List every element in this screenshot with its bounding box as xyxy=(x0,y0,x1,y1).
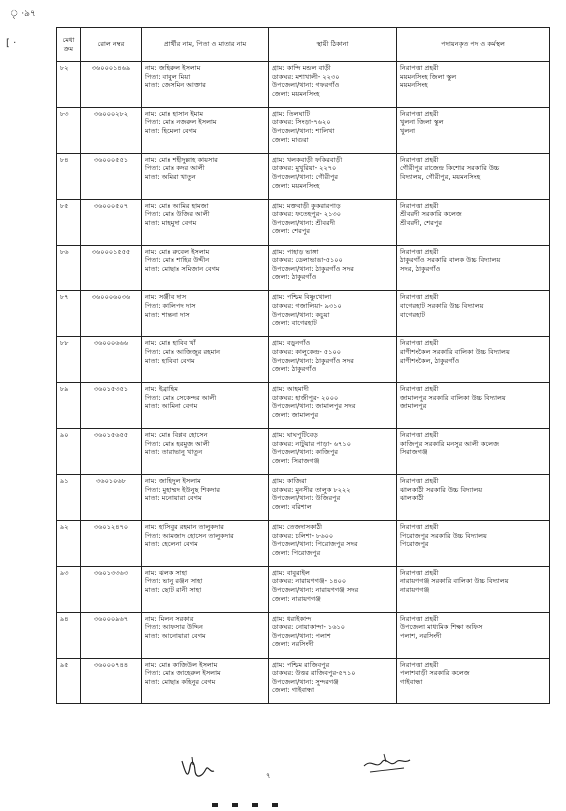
candidate-name-cell xyxy=(142,337,269,383)
post-line: নিরাপত্তা প্রহরী xyxy=(400,64,439,72)
name-line: পিতা: আফসার উদ্দিন xyxy=(145,623,203,632)
address-line: ডাকঘর: কালুকেন্দ্র- ৫১০০ xyxy=(272,347,342,356)
post-line: নিরাপত্তা প্রহরী xyxy=(400,568,439,577)
address-line: জেলা: ময়মনসিংহ xyxy=(272,89,320,98)
table-row xyxy=(57,612,550,658)
name-line: পিতা: কালিপদ দাস xyxy=(145,302,196,311)
name-line: পিতা: মোঃ সেকেন্দর আলী xyxy=(145,393,217,402)
post-line: খুলনা জিলা স্কুল xyxy=(400,118,444,127)
serial-cell: ৯০ xyxy=(57,429,81,475)
table-row xyxy=(57,153,550,199)
address-line: জেলা: নরসিংদী xyxy=(272,640,314,649)
post-line: নিরাপত্তা প্রহরী xyxy=(400,477,439,486)
candidate-name-cell xyxy=(142,520,269,566)
name-line: মাতা: মাহমুদা বেগম xyxy=(145,218,197,227)
table-row xyxy=(57,475,550,521)
name-line: মাতা: হাবিবা বেগম xyxy=(145,356,195,365)
permanent-address-cell xyxy=(269,520,397,566)
roll-number-cell: ৩৬০০০৯৬৭ xyxy=(81,612,142,658)
permanent-address-cell xyxy=(269,612,397,658)
candidate-name-cell xyxy=(142,107,269,153)
address-line: উপজেলা/থানা: কচুয়া xyxy=(272,310,330,319)
address-line: ডাকঘর: হাজীপুর- ২০০০ xyxy=(272,393,339,402)
address-line: জেলা: বরিশাল xyxy=(272,502,312,511)
name-line: মাতা: তারাভানু খাতুন xyxy=(145,448,203,457)
permanent-address-cell xyxy=(269,107,397,153)
address-line: জেলা: বাগেরহাট xyxy=(272,319,317,328)
roll-number-cell: ৩৬০১৩৩৬৩ xyxy=(81,566,142,612)
posting-cell xyxy=(397,62,550,108)
candidate-name-cell xyxy=(142,245,269,291)
name-line: পিতা: মোঃ শাহির উদ্দীন xyxy=(145,256,210,265)
post-line: নিরাপত্তা প্রহরী xyxy=(400,109,439,118)
address-line: জেলা: শেরপুর xyxy=(272,227,311,236)
posting-cell xyxy=(397,520,550,566)
name-line: মাতা: শান্তনা দাস xyxy=(145,310,190,319)
address-line: গ্রাম: বড়ুনগাঁও xyxy=(272,339,311,348)
roll-number-cell: ৩৬০০০৭৪৪ xyxy=(81,658,142,704)
name-line: মাতা: মোছাঃ সমিজান বেগম xyxy=(145,264,220,273)
post-line: কাজিপুর সরকারি মনসুর আলী কলেজ xyxy=(400,439,499,448)
address-line: জেলা: ময়মনসিংহ xyxy=(272,181,320,190)
serial-cell: ৮২ xyxy=(57,62,81,108)
address-line: গ্রাম: তিলঘাটি xyxy=(272,109,311,118)
address-line: জেলা: ঠাকুরগাঁও xyxy=(272,273,317,282)
name-line: নাম: মোঃ বিপ্লব হোসেন xyxy=(145,431,208,440)
candidate-name-cell xyxy=(142,475,269,521)
name-line: নাম: মোঃ হাসান ইমাম xyxy=(145,109,204,118)
post-line: নিরাপত্তা প্রহরী xyxy=(400,201,439,210)
post-line: সদর, ঠাকুরগাঁও xyxy=(400,264,441,273)
merit-list-table xyxy=(56,27,550,704)
header-roll: রোল নম্বর xyxy=(81,28,142,62)
roll-number-cell: ৩৬০১৫৬৫৫ xyxy=(81,429,142,475)
table-row xyxy=(57,245,550,291)
name-line: নাম: ঝলক সাহা xyxy=(145,568,188,577)
post-line: নারায়ণগঞ্জ xyxy=(400,585,430,594)
margin-scribble: ৃ ·৯৭ xyxy=(10,9,36,19)
roll-number-cell: ৩৬০০০৫০৭ xyxy=(81,199,142,245)
address-line: জেলা: জামালপুর xyxy=(272,411,319,420)
name-line: পিতা: মোঃ জাহেরুল ইসলাম xyxy=(145,669,221,678)
permanent-address-cell xyxy=(269,245,397,291)
permanent-address-cell xyxy=(269,337,397,383)
address-line: উপজেলা/থানা: শালিখা xyxy=(272,127,335,136)
post-line: ঝালকাঠী সরকারি উচ্চ বিদ্যালয় xyxy=(400,485,483,494)
post-line: নিরাপত্তা প্রহরী xyxy=(400,522,439,531)
table-row xyxy=(57,199,550,245)
name-line: মাতা: হিমেলা বেগম xyxy=(145,127,197,136)
post-line: সিরাজগঞ্জ xyxy=(400,448,428,457)
post-line: রাণীশংকৈল, ঠাকুরগাঁও xyxy=(400,356,460,365)
address-line: ডাকঘর: সিংড়া-৭৬২০ xyxy=(272,118,331,127)
address-line: গ্রাম: মক্তবাড়ী কুকরারপাড় xyxy=(272,201,341,210)
name-line: মাতা: আমিনা বেগম xyxy=(145,402,198,411)
posting-cell xyxy=(397,337,550,383)
table-row xyxy=(57,107,550,153)
name-line: নাম: মোঃ শহীদুল্লাহ কায়সার xyxy=(145,155,218,164)
post-line: পলাশবাড়ী সরকারি কলেজ xyxy=(400,669,470,678)
serial-cell: ৮৫ xyxy=(57,199,81,245)
name-line: নাম: মোঃ রুবেল ইসলাম xyxy=(145,247,210,256)
posting-cell xyxy=(397,658,550,704)
header-name: প্রার্থীর নাম, পিতা ও মাতার নাম xyxy=(142,28,269,62)
post-line: নিরাপত্তা প্রহরী xyxy=(400,385,439,394)
page-number: ৭ xyxy=(266,772,271,780)
name-line: পিতা: মোঃ হরমুজ আলী xyxy=(145,439,210,448)
posting-cell xyxy=(397,199,550,245)
address-line: ডাকঘর: নোয়াকান্দা- ১৬১০ xyxy=(272,623,346,632)
posting-cell xyxy=(397,291,550,337)
permanent-address-cell xyxy=(269,566,397,612)
address-line: জেলা: পিরোজপুর xyxy=(272,548,321,557)
address-line: গ্রাম: তেজদাসকাঠী xyxy=(272,522,323,531)
address-line: ডাকঘর: নাটুয়ার পাড়া- ৬৭১০ xyxy=(272,439,351,448)
post-line: গাইবান্ধা xyxy=(400,677,423,686)
serial-cell: ৮৪ xyxy=(57,153,81,199)
address-line: গ্রাম: ধরাইকান্দ xyxy=(272,614,312,623)
candidate-name-cell xyxy=(142,429,269,475)
address-line: উপজেলা/থানা: ঠাকুরগাঁও সদর xyxy=(272,264,354,273)
table-row xyxy=(57,566,550,612)
name-line: নাম: মোঃ হাবিব খাঁ xyxy=(145,339,196,348)
address-line: গ্রাম: খলকবাড়ী ফকিরবাড়ী xyxy=(272,155,343,164)
candidate-name-cell xyxy=(142,291,269,337)
post-line: গৌরীপুর রাজেন্দ্র কিশোর সরকারি উচ্চ xyxy=(400,164,500,173)
address-line: উপজেলা/থানা: ঠাকুরগাঁও সদর xyxy=(272,356,354,365)
address-line: উপজেলা/থানা: সুন্দরগঞ্জ xyxy=(272,677,339,686)
posting-cell xyxy=(397,153,550,199)
candidate-name-cell xyxy=(142,383,269,429)
name-line: পিতা: মোঃ উজির আলী xyxy=(145,210,210,219)
candidate-name-cell xyxy=(142,153,269,199)
serial-cell: ৯২ xyxy=(57,520,81,566)
serial-cell: ৮৯ xyxy=(57,383,81,429)
candidate-name-cell xyxy=(142,62,269,108)
name-line: নাম: জাহিদুল ইসলাম xyxy=(145,477,201,486)
roll-number-cell: ৩৬০০০১৪৬৯ xyxy=(81,62,142,108)
address-line: ডাকঘর: নারায়ণগঞ্জ- ১৪০০ xyxy=(272,577,347,586)
address-line: উপজেলা/থানা: গফরগাঁও xyxy=(272,81,340,90)
candidate-name-cell xyxy=(142,566,269,612)
address-line: জেলা: নারায়ণগঞ্জ xyxy=(272,594,321,603)
post-line: বিদ্যালয়, গৌরীপুর, ময়মনসিংহ xyxy=(400,172,481,181)
post-line: শ্রীবরদী সরকারি কলেজ xyxy=(400,210,462,219)
candidate-name-cell xyxy=(142,199,269,245)
roll-number-cell: ৩৬০১২৪৭০ xyxy=(81,520,142,566)
margin-scribble: [ · xyxy=(6,38,17,49)
signature-right xyxy=(362,750,412,776)
name-line: নাম: সঞ্জীব দাস xyxy=(145,293,187,302)
posting-cell xyxy=(397,383,550,429)
name-line: পিতা: বাবুল মিয়া xyxy=(145,72,191,81)
name-line: নাম: হাসিবুর রহমান তালুকদার xyxy=(145,522,224,531)
table-row xyxy=(57,429,550,475)
post-line: বাগেরহাট xyxy=(400,310,426,319)
address-line: উপজেলা/থানা: শ্রীবরদী xyxy=(272,218,336,227)
post-line: শ্রীবরদী, শেরপুর xyxy=(400,218,443,227)
name-line: পিতা: মুহাম্মদ ইউনুছ শিকদার xyxy=(145,485,221,494)
post-line: নিরাপত্তা প্রহরী xyxy=(400,293,439,302)
header-post: পদায়নকৃত পদ ও কর্মস্থল xyxy=(397,28,550,62)
post-line: পিরোজপুর xyxy=(400,540,429,549)
address-line: উপজেলা/থানা: পলাশ xyxy=(272,631,331,640)
roll-number-cell: ৩৬০১০৬৮ xyxy=(81,475,142,521)
address-line: গ্রাম: পশ্চিম রাজিবপুর xyxy=(272,660,330,669)
roll-number-cell: ৩৬০০০২৮২ xyxy=(81,107,142,153)
roll-number-cell: ৩৬০০০৬৬৬ xyxy=(81,337,142,383)
address-line: ডাকঘর: ফতেহপুর- ২১৩০ xyxy=(272,210,341,219)
post-line: রাণীশংকৈল সরকারি বালিকা উচ্চ বিদ্যালয় xyxy=(400,347,510,356)
posting-cell xyxy=(397,107,550,153)
serial-cell: ৮৭ xyxy=(57,291,81,337)
address-line: গ্রাম: কান্দি মন্ডল বাড়ী xyxy=(272,64,331,72)
name-line: মাতা: মনোয়ারা বেগম xyxy=(145,494,202,503)
address-line: গ্রাম: পাহাড় ভাঙ্গা xyxy=(272,247,319,256)
permanent-address-cell xyxy=(269,62,397,108)
post-line: নিরাপত্তা প্রহরী xyxy=(400,339,439,348)
post-line: ময়মনসিংহ xyxy=(400,81,428,90)
name-line: মাতা: মোছাঃ কহিনুর বেগম xyxy=(145,677,216,686)
name-line: নাম: মোঃ কাজিউল ইসলাম xyxy=(145,660,218,669)
post-line: ঠাকুরগাঁও সরকারি বালক উচ্চ বিদ্যালয় xyxy=(400,256,501,265)
post-line: নিরাপত্তা প্রহরী xyxy=(400,431,439,440)
table-row xyxy=(57,520,550,566)
serial-cell: ৯৫ xyxy=(57,658,81,704)
address-line: ডাকঘর: চলিশা- ৮৬০০ xyxy=(272,531,334,540)
post-line: খুলনা xyxy=(400,127,416,136)
name-line: মাতা: ছোট রানী সাহা xyxy=(145,585,202,594)
roll-number-cell: ৩৬০০০৬০৩৬ xyxy=(81,291,142,337)
candidate-name-cell xyxy=(142,658,269,704)
post-line: নিরাপত্তা প্রহরী xyxy=(400,155,439,164)
address-line: উপজেলা/থানা: কাজিপুর xyxy=(272,448,338,457)
post-line: বাগেরহাট সরকারি উচ্চ বিদ্যালয় xyxy=(400,302,484,311)
permanent-address-cell xyxy=(269,475,397,521)
name-line: মাতা: হেলেনা বেগম xyxy=(145,540,198,549)
name-line: পিতা: মোঃ কদর আলী xyxy=(145,164,205,173)
posting-cell xyxy=(397,245,550,291)
post-line: নিরাপত্তা প্রহরী xyxy=(400,247,439,256)
address-line: উপজেলা/থানা: নারায়ণগঞ্জ সদর xyxy=(272,585,359,594)
name-line: মাতা: আনোয়ারা বেগম xyxy=(145,631,206,640)
post-line: নিরাপত্তা প্রহরী xyxy=(400,660,439,669)
name-line: নাম: মিলন সরকার xyxy=(145,614,194,623)
serial-cell: ৯৩ xyxy=(57,566,81,612)
posting-cell xyxy=(397,612,550,658)
roll-number-cell: ৩৬০১৫৩৫১ xyxy=(81,383,142,429)
posting-cell xyxy=(397,566,550,612)
posting-cell xyxy=(397,429,550,475)
name-line: মাতা: অমিরা খাতুন xyxy=(145,172,196,181)
roll-number-cell: ৩৬০০০৫৫১ xyxy=(81,153,142,199)
address-line: গ্রাম: ঘাঘপুটিবেড় xyxy=(272,431,318,440)
name-line: মাতা: জেসমিন আক্তার xyxy=(145,81,206,90)
serial-cell: ৮৮ xyxy=(57,337,81,383)
address-line: জেলা: মাগুরা xyxy=(272,135,309,144)
post-line: জামালপুর সরকারি বালিকা উচ্চ বিদ্যালয় xyxy=(400,393,506,402)
address-line: ডাকঘর: গজালিয়া- ৯৩১০ xyxy=(272,302,342,311)
signature-left xyxy=(178,755,218,783)
table-row xyxy=(57,658,550,704)
roll-number-cell: ৩৬০০০১৫৫৫ xyxy=(81,245,142,291)
name-line: পিতা: ভানু রঞ্জন সাহা xyxy=(145,577,203,586)
address-line: জেলা: সিরাজগঞ্জ xyxy=(272,456,320,465)
serial-cell: ৮৩ xyxy=(57,107,81,153)
post-line: নারায়ণগঞ্জ সরকারি বালিকা উচ্চ বিদ্যালয় xyxy=(400,577,509,586)
permanent-address-cell xyxy=(269,199,397,245)
table-row xyxy=(57,62,550,108)
name-line: পিতা: মোঃ নজরুল ইসলাম xyxy=(145,118,217,127)
permanent-address-cell xyxy=(269,153,397,199)
name-line: পিতা: আমজাদ হোসেন তালুকদার xyxy=(145,531,234,540)
table-row xyxy=(57,291,550,337)
address-line: গ্রাম: কাজিরা xyxy=(272,477,307,486)
address-line: গ্রাম: পশ্চিম বিষ্ণুখোলা xyxy=(272,293,332,302)
address-line: জেলা: ঠাকুরগাঁও xyxy=(272,365,317,374)
address-line: গ্রাম: বাবুরাইল xyxy=(272,568,310,577)
address-line: ডাকঘর: ডেলাভাঙা-৫১০০ xyxy=(272,256,343,265)
name-line: নাম: জহিরুল ইসলাম xyxy=(145,64,201,72)
address-line: ডাকঘর: মশাখালী- ২২৩০ xyxy=(272,72,340,81)
address-line: জেলা: গাইবান্ধা xyxy=(272,686,315,695)
post-line: পিরোজপুর সরকারি উচ্চ বিদ্যালয় xyxy=(400,531,487,540)
candidate-name-cell xyxy=(142,612,269,658)
table-header-row xyxy=(57,28,550,62)
post-line: পলাশ, নরসিংদী xyxy=(400,631,442,640)
name-line: পিতা: মোঃ আজিজুর রহমান xyxy=(145,347,221,356)
serial-cell: ৮৬ xyxy=(57,245,81,291)
post-line: ময়মনসিংহ জিলা স্কুল xyxy=(400,72,457,81)
address-line: ডাকঘর: মুখুরিয়া- ২২৭০ xyxy=(272,164,337,173)
post-line: উপজেলা মাধ্যমিক শিক্ষা অফিস xyxy=(400,623,483,632)
permanent-address-cell xyxy=(269,291,397,337)
address-line: উপজেলা/থানা: উজিরপুর xyxy=(272,494,341,503)
address-line: উপজেলা/থানা: পিরোজপুর সদর xyxy=(272,540,358,549)
table-row xyxy=(57,383,550,429)
post-line: জামালপুর xyxy=(400,402,427,411)
table-row xyxy=(57,337,550,383)
address-line: গ্রাম: আহমাদী xyxy=(272,385,309,394)
address-line: ডাকঘর: মুনসীর তালুক ৮২২২ xyxy=(272,485,351,494)
post-line: নিরাপত্তা প্রহরী xyxy=(400,614,439,623)
permanent-address-cell xyxy=(269,429,397,475)
address-line: উপজেলা/থানা: গৌরীপুর xyxy=(272,172,339,181)
post-line: ঝালকাঠী xyxy=(400,494,424,503)
address-line: ডাকঘর: উত্তর রাজিবপুর-৫৭১০ xyxy=(272,669,356,678)
posting-cell xyxy=(397,475,550,521)
header-serial: মেধা ক্রম xyxy=(57,28,81,62)
bottom-edge-marks xyxy=(212,792,292,811)
serial-cell: ৯১ xyxy=(57,475,81,521)
permanent-address-cell xyxy=(269,383,397,429)
header-address: স্থায়ী ঠিকানা xyxy=(269,28,397,62)
serial-cell: ৯৪ xyxy=(57,612,81,658)
address-line: উপজেলা/থানা: জামালপুর সদর xyxy=(272,402,356,411)
name-line: নাম: ইব্রাহিম xyxy=(145,385,178,394)
permanent-address-cell xyxy=(269,658,397,704)
name-line: নাম: মোঃ আমির হামজা xyxy=(145,201,209,210)
